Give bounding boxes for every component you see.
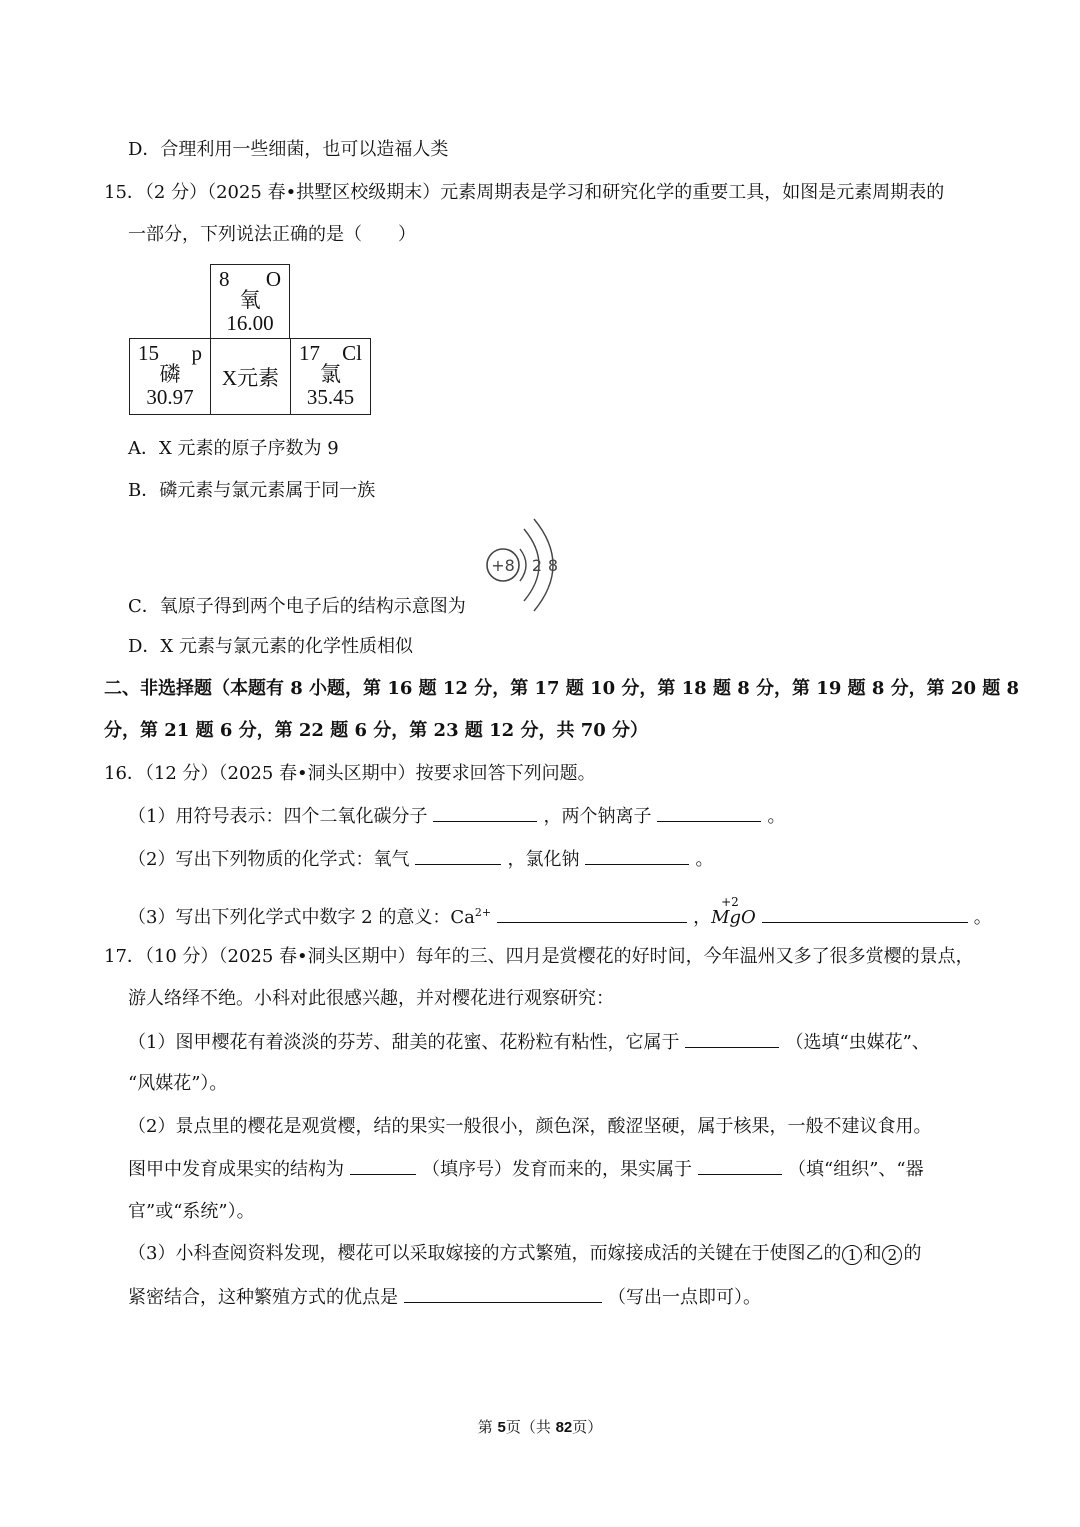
oxygen-cell <box>210 264 290 339</box>
q16-part2: （2）写出下列物质的化学式：氧气 ，氯化钠 。 <box>128 846 713 873</box>
mgo-formula: +2 MgO <box>711 895 756 928</box>
circled-number: 2 <box>882 1245 902 1265</box>
phosphorus-mass: 30.97 <box>146 385 194 409</box>
q17-stem-line2: 游人络绎不绝。小科对此很感兴趣，并对樱花进行观察研究： <box>128 988 614 1009</box>
q15-option-a: A．X 元素的原子序数为 9 <box>128 438 339 459</box>
answer-blank[interactable] <box>350 1156 416 1175</box>
q17-stem-line1: 17．（10 分）（2025 春•洞头区期中）每年的三、四月是赏樱花的好时间，今年温州又多了很多赏樱的景点， <box>104 946 974 967</box>
q17-part2-line1: （2）景点里的樱花是观赏樱，结的果实一般很小，颜色深，酸涩坚硬，属于核果，一般不建议食用。 <box>128 1116 932 1137</box>
shell1-electrons: 2 <box>531 556 543 575</box>
oxygen-mass: 16.00 <box>226 311 274 335</box>
section2-heading-line1: 二、非选择题（本题有 8 小题，第 16 题 12 分，第 17 题 10 分，第 18 题 8 分，第 19 题 8 分，第 20 题 8 <box>104 678 1020 699</box>
x-element-label: X元素 <box>221 365 280 390</box>
q16-part1: （1）用符号表示：四个二氧化碳分子 ，两个钠离子 。 <box>128 803 785 830</box>
answer-blank[interactable] <box>657 803 761 822</box>
answer-blank[interactable] <box>433 803 537 822</box>
answer-blank[interactable] <box>497 904 687 923</box>
chlorine-cell <box>290 338 371 415</box>
oxygen-number: 8 <box>219 267 230 291</box>
nucleus-charge: +8 <box>491 556 515 575</box>
phosphorus-cell <box>129 338 211 415</box>
page-number: 5 <box>497 1419 506 1436</box>
answer-blank[interactable] <box>685 1029 779 1048</box>
answer-blank[interactable] <box>404 1284 602 1303</box>
q15-stem-line1: 15．（2 分）（2025 春•拱墅区校级期末）元素周期表是学习和研究化学的重要工具，如图是元素周期表的 <box>104 182 945 203</box>
shell2-electrons: 8 <box>547 556 559 575</box>
q17-part2-line2: 图甲中发育成果实的结构为 （填序号）发育而来的，果实属于 （填“组织”、“器 <box>128 1156 924 1183</box>
phosphorus-number: 15 <box>138 341 159 365</box>
chlorine-number: 17 <box>299 341 320 365</box>
phosphorus-name: 磷 <box>159 362 181 386</box>
q16-part3: （3）写出下列化学式中数字 2 的意义：$Ca^{2+}$ ， +2 MgO 。 <box>128 900 992 931</box>
phosphorus-symbol: p <box>191 341 202 365</box>
q17-part3-line2: 紧密结合，这种繁殖方式的优点是 （写出一点即可）。 <box>128 1284 761 1311</box>
section2-heading-line2: 分，第 21 题 6 分，第 22 题 6 分，第 23 题 12 分，共 70 分） <box>104 720 649 741</box>
q17-part2-line3: 官”或“系统”）。 <box>128 1201 255 1222</box>
q17-part1-line2: “风媒花”）。 <box>128 1073 228 1094</box>
atomic-structure-diagram <box>480 515 570 615</box>
answer-blank[interactable] <box>762 904 968 923</box>
answer-blank[interactable] <box>698 1156 782 1175</box>
q17-part1: （1）图甲樱花有着淡淡的芬芳、甜美的花蜜、花粉粒有粘性，它属于 （选填“虫媒花”、 <box>128 1029 930 1056</box>
oxygen-name: 氧 <box>239 288 261 312</box>
q17-part3-line1: （3）小科查阅资料发现，樱花可以采取嫁接的方式繁殖，而嫁接成活的关键在于使图乙的 1 和 2 的 <box>128 1243 922 1264</box>
q15-option-b: B．磷元素与氯元素属于同一族 <box>128 480 376 501</box>
q15-stem-line2: 一部分，下列说法正确的是（ ） <box>128 224 416 245</box>
q14-option-d: D．合理利用一些细菌，也可以造福人类 <box>128 139 449 160</box>
x-element-cell <box>210 338 291 415</box>
q15-option-c: C．氧原子得到两个电子后的结构示意图为 <box>128 596 466 617</box>
chlorine-name: 氯 <box>320 362 341 386</box>
chlorine-mass: 35.45 <box>306 385 355 409</box>
circled-number: 1 <box>842 1245 862 1265</box>
answer-blank[interactable] <box>415 846 501 865</box>
answer-blank[interactable] <box>585 846 689 865</box>
q16-stem: 16．（12 分）（2025 春•洞头区期中）按要求回答下列问题。 <box>104 763 596 784</box>
oxygen-symbol: O <box>265 267 281 291</box>
page-total: 82 <box>555 1419 573 1436</box>
chlorine-symbol: Cl <box>342 341 362 365</box>
page-footer: 第 5页（共 82页） <box>477 1418 603 1436</box>
q15-option-d: D．X 元素与氯元素的化学性质相似 <box>128 636 413 657</box>
